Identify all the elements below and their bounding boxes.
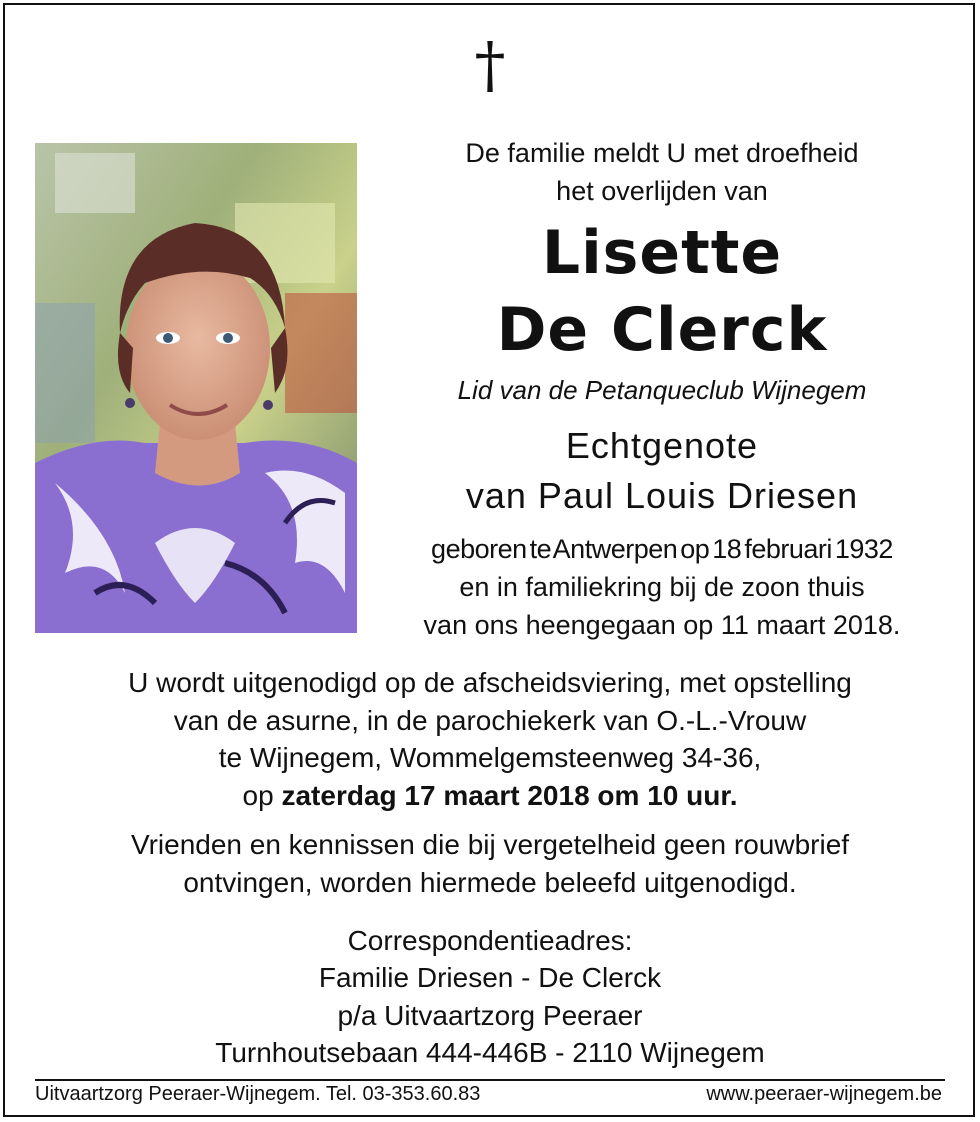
footer-divider <box>35 1079 945 1081</box>
service-date-time: zaterdag 17 maart 2018 om 10 uur. <box>281 780 738 811</box>
friends-line-1: Vrienden en kennissen die bij vergetelheid geen rouwbrief <box>130 829 850 860</box>
invitation-prefix: op <box>242 780 282 811</box>
invitation-line-2: van de asurne, in de parochiekerk van O.-L.-Vrouw <box>173 705 807 736</box>
announcement-block <box>367 0 957 660</box>
footer-contact: Uitvaartzorg Peeraer-Wijnegem. Tel. 03-353.60.83 <box>35 1083 481 1105</box>
correspondence-address: Turnhoutsebaan 444-446B - 2110 Wijnegem <box>215 1037 765 1068</box>
last-name: De Clerck <box>496 295 828 365</box>
correspondence-care-of: p/a Uitvaartzorg Peeraer <box>337 1000 643 1031</box>
invitation-line-4 <box>0 780 980 812</box>
spouse-line-2: van Paul Louis Driesen <box>465 475 859 516</box>
club-membership: Lid van de Petanqueclub Wijnegem <box>457 375 867 405</box>
correspondence-family: Familie Driesen - De Clerck <box>318 962 662 993</box>
friends-line-2: ontvingen, worden hiermede beleefd uitgenodigd. <box>183 867 797 898</box>
correspondence-heading: Correspondentieadres: <box>347 925 633 956</box>
passing-line-1: en in familiekring bij de zoon thuis <box>459 572 865 602</box>
spouse-line-1: Echtgenote <box>565 425 759 466</box>
portrait-photo <box>35 143 357 633</box>
invitation-line-3: te Wijnegem, Wommelgemsteenweg 34-36, <box>218 742 762 773</box>
footer-website-link[interactable]: www.peeraer-wijnegem.be <box>706 1083 942 1105</box>
intro-line-1: De familie meldt U met droefheid <box>465 138 859 168</box>
invitation-line-1: U wordt uitgenodigd op de afscheidsviering, met opstelling <box>128 667 852 698</box>
intro-line-2: het overlijden van <box>556 176 768 206</box>
birth-line: geboren te Antwerpen op 18 februari 1932 <box>431 534 893 564</box>
passing-line-2: van ons heengegaan op 11 maart 2018. <box>423 610 901 640</box>
first-name: Lisette <box>541 218 783 288</box>
cross-icon: † <box>474 28 506 101</box>
